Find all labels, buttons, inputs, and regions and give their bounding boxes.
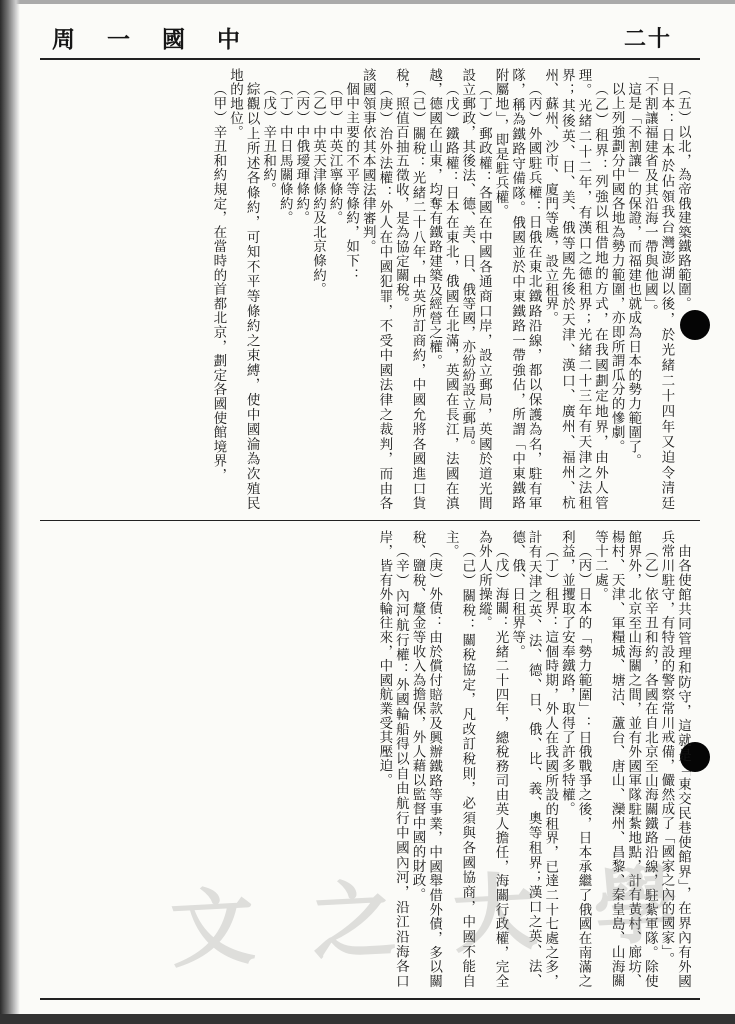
section-divider (40, 520, 700, 521)
page-number: 二十 (623, 25, 672, 52)
paragraph: （乙）中英天津條約及北京條約。 (309, 81, 326, 296)
footer-rule (40, 998, 700, 1000)
paragraph: （丁）租界：這個時期，外人在我國所設的租界，已達二十七處之多，計有天津之英、法、德、日、俄、比、義、奧等租界；漢口之英、法、德、俄、日租界等。 (509, 530, 559, 988)
paragraph: （戊）海關：光緒二十四年，總稅務司由英人擔任，海關行政權，完全為外人所操縱。 (475, 530, 509, 988)
paragraph: （丁）中日馬關條約。 (276, 81, 293, 225)
paragraph: （庚）治外法權：外人在中國犯罪，不受中國法律之裁判，而由各該國領事依其本國法律審判。 (359, 68, 393, 510)
paragraph: （丙）日本的「勢力範圍」：日俄戰爭之後，日本承繼了俄國在南滿之利益，並攫取了安奉鐵路，取得了許多特權。 (558, 530, 592, 988)
paragraph: 日本：日本於佔領我台灣澎湖以後，於光緒二十四年又迫令清廷「不割讓福建省及其沿海一帶與他國」。 (641, 68, 675, 510)
scan-top-edge (0, 0, 735, 4)
paragraph: （甲）辛丑和約規定，在當時的首都北京，劃定各國使館境界， (210, 81, 227, 482)
header-rule (40, 58, 700, 60)
paragraph: （丙）外國駐兵權：日俄在東北鐵路沿線，都以保護為名，駐有軍隊，稱為鐵路守備隊。俄國並於中東鐵路一帶強佔，所謂「中東鐵路附屬地」，即是駐兵權。 (492, 68, 542, 510)
paragraph: （己）關稅：光緒二十八年，中英所訂商約，中國允將各國進口貨稅，照值百抽五徵收，是為協定關稅。 (392, 68, 426, 510)
paragraph: （己）關稅：關稅協定，凡改訂稅則，必須與各國協商，中國不能自主。 (442, 530, 476, 988)
paragraph: （辛）內河航行權：外國輪船得以自由航行中國內河，沿江沿海各口岸，皆有外輪往來，中國航業受其壓迫。 (376, 530, 409, 988)
paragraph: 由各使館共同管理和防守，這就是「東交民巷使館界」，在界內有外國兵常川駐守，有特設的警察常川戒備，儼然成了「國家之內的國家」。 (658, 530, 691, 988)
paragraph: （庚）外債：由於償付賠款及興辦鐵路等事業，中國舉借外債，多以關稅、鹽稅、釐金等收入為擔保，外人藉以監督中國的財政。 (409, 530, 443, 988)
top-text-block (71, 68, 691, 510)
paragraph: 綜觀以上所述各條約，可知不平等條約之束縛，使中國淪為次殖民地的地位。 (226, 68, 260, 510)
paragraph: 這是「不割讓」的保證，而福建也就成為日本的勢力範圍了。 (625, 81, 642, 468)
paragraph: （乙）依辛丑和約，各國在自北京至山海關鐵路沿線，駐紮軍隊。除使館界外，北京至山海關之間，並有外國軍隊駐紮地點，計有黃村、廊坊、楊村、天津、軍糧城、塘沽、蘆台、唐山、灤州、昌黎、秦皇島、山海關等十二處。 (592, 530, 658, 988)
paragraph: （丙）中俄璦琿條約。 (293, 81, 310, 225)
paragraph: （五）以北，為帝俄建築鐵路範圍。 (675, 81, 691, 311)
scan-bottom-edge (0, 1014, 735, 1024)
paragraph: （丁）郵政權：各國在中國各通商口岸，設立郵局，英國於道光間設立郵政，其後法、德、美、日、俄等國，亦紛紛設立郵局。 (459, 68, 492, 510)
paragraph: （乙）租界：列強以租借地的方式，在我國劃定地界，由外人管理。光緒二十二年，有漢口之德租界；光緒二十三年有天津之法租界；其後英、日、美、俄等國先後於天津、漢口、廣州、福州、杭州、蘇州、沙市、廈門等處，設立租界。 (542, 68, 609, 510)
page-header (52, 20, 672, 54)
paragraph: 以上列強劃分中國各地為勢力範圍，亦即所謂瓜分的慘劇。 (608, 81, 625, 454)
paragraph: （戊）辛丑和約。 (260, 81, 277, 196)
paragraph: （甲）中英江寧條約。 (326, 81, 343, 225)
scan-left-edge (0, 0, 20, 1024)
library-watermark: 文 之 大 學 (168, 853, 695, 980)
paragraph: 個中主要的不平等條約，如下： (343, 81, 360, 282)
paragraph: （戊）鐵路權：日本在東北，俄國在北滿，英國在長江，法國在滇越，德國在山東，均奪有鐵路建築及經營之權。 (426, 68, 459, 510)
publication-title: 周 一 國 中 (52, 25, 253, 53)
